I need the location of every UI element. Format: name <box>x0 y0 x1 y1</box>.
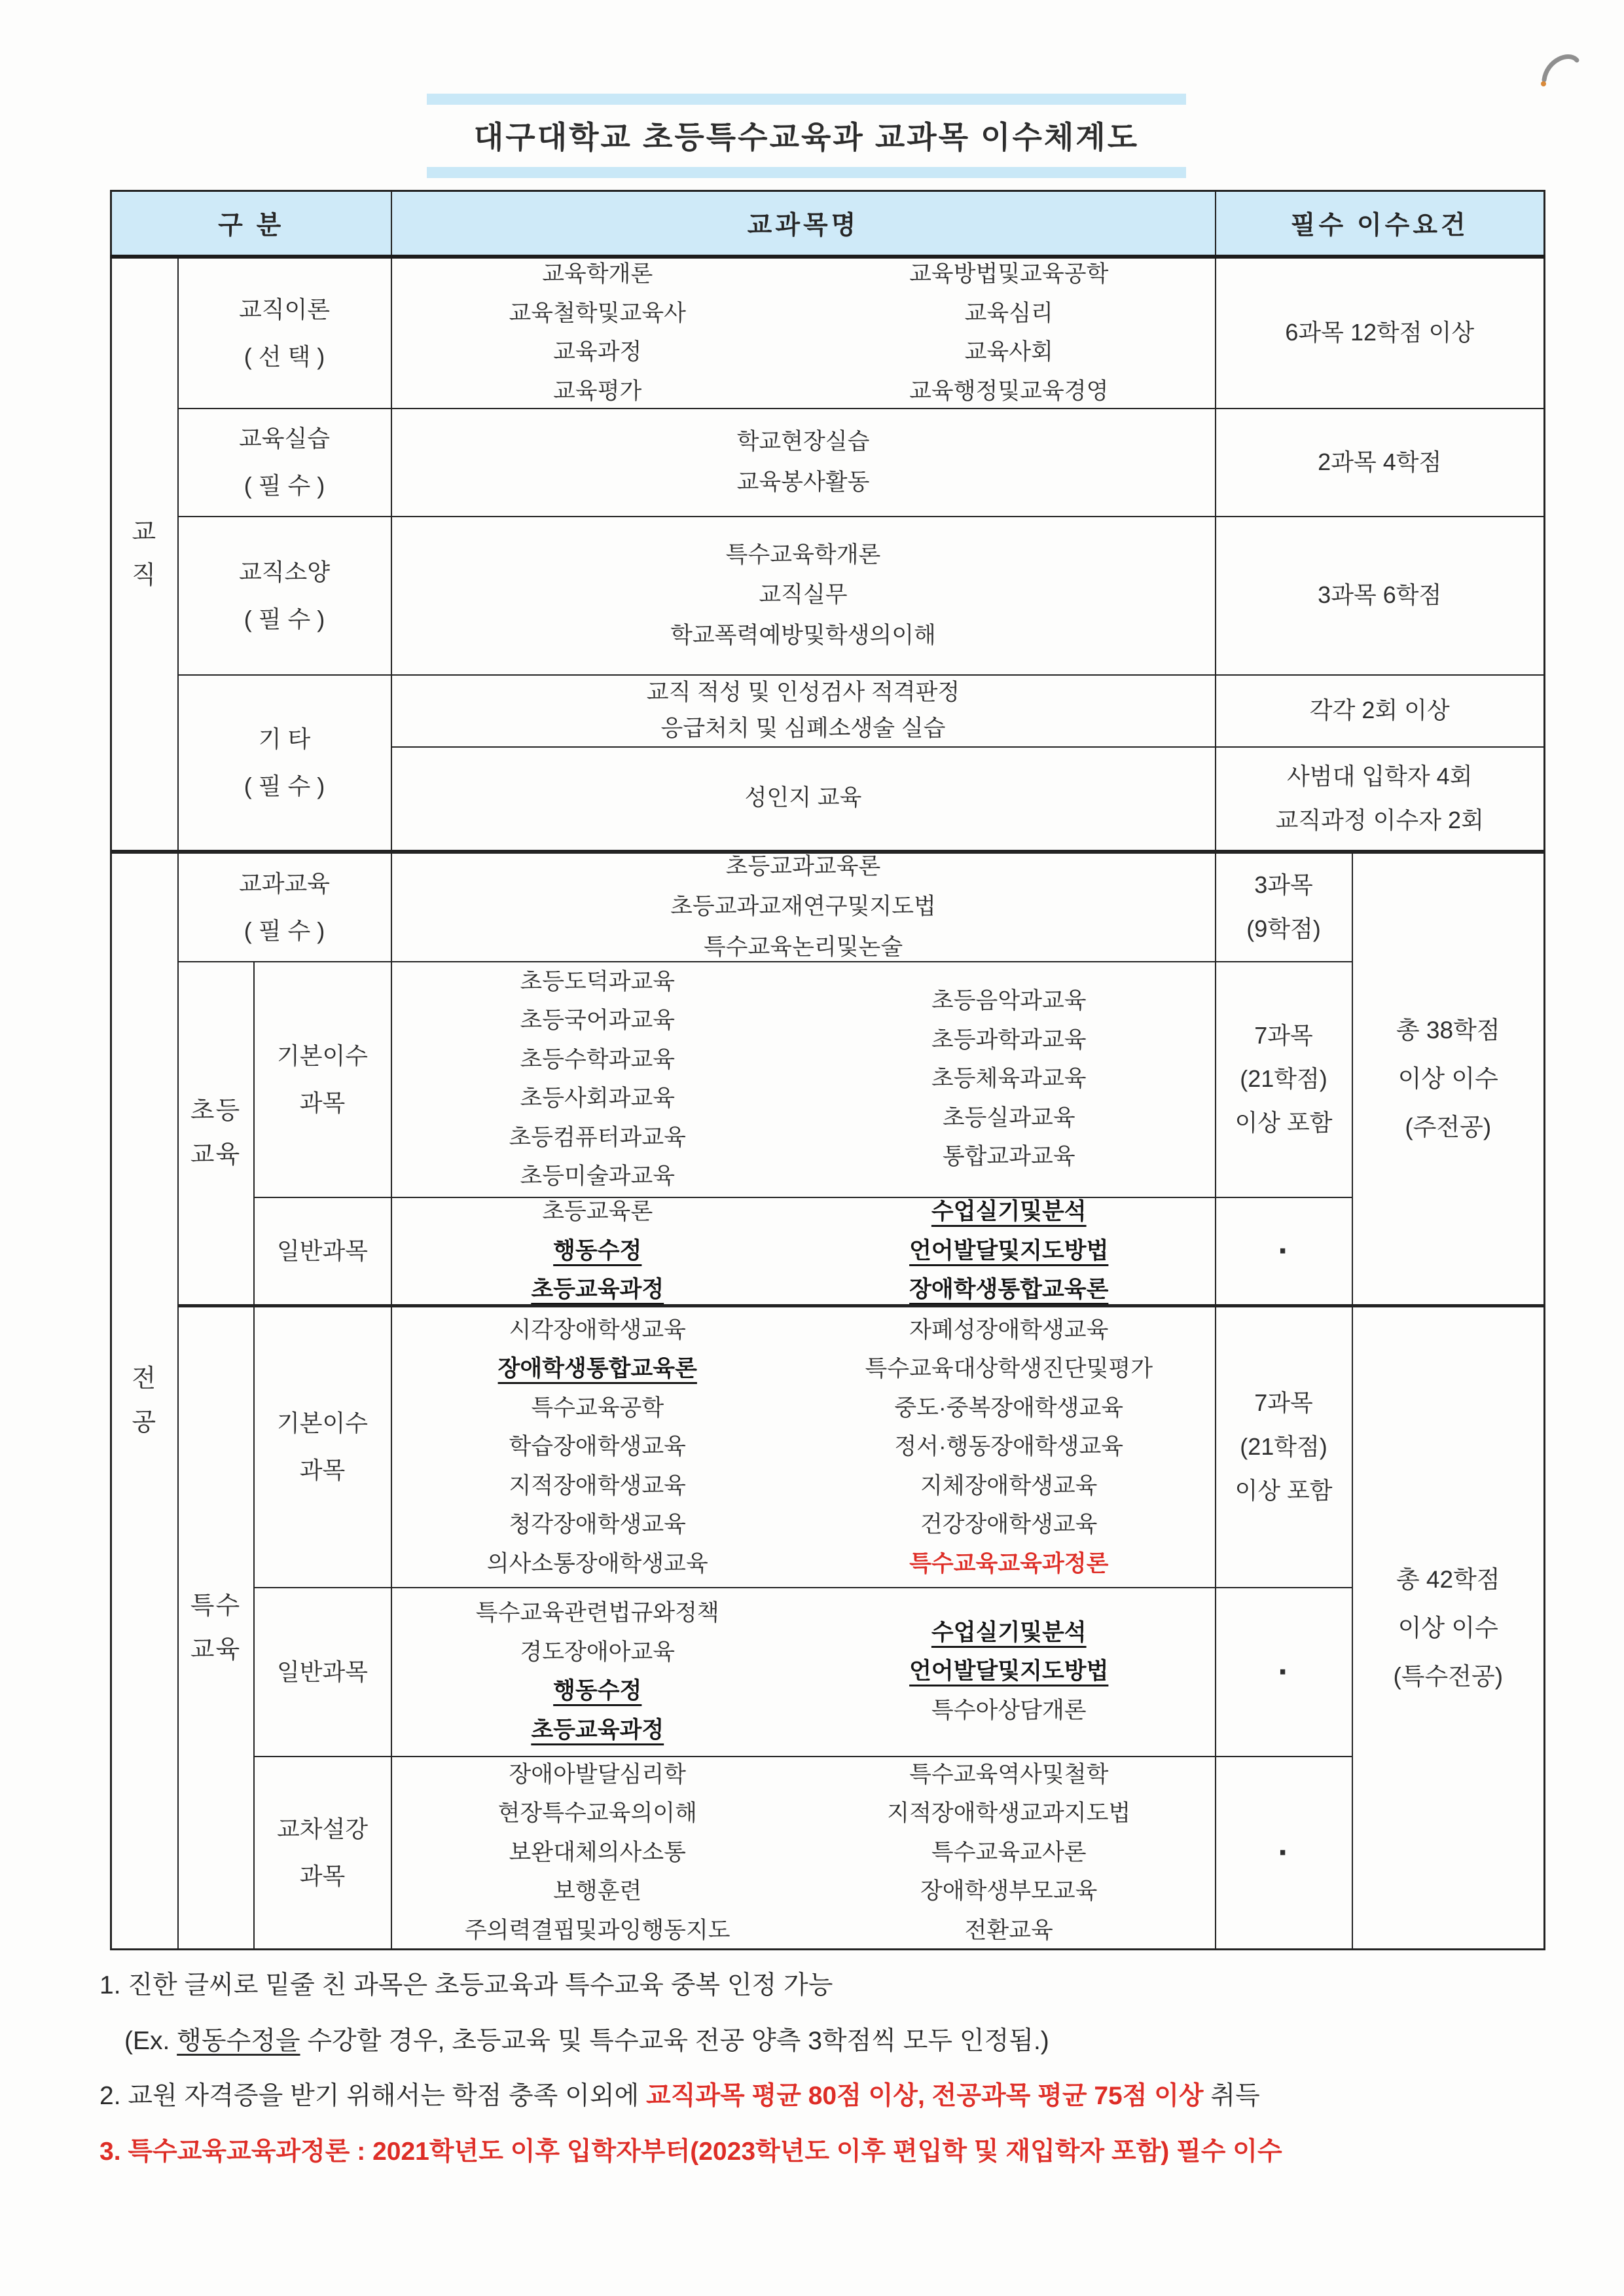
category-general-spec: 일반과목 <box>254 1588 391 1757</box>
category-practice: 교육실습 ( 필 수 ) <box>178 409 391 517</box>
row-cross <box>111 1757 1545 1950</box>
header-course-name: 교과목명 <box>391 191 1216 257</box>
req-practice: 2과목 4학점 <box>1216 409 1545 517</box>
footnote-1: 1. 진한 글씨로 밑줄 친 과목은 초등교육과 특수교육 중복 인정 가능 <box>99 1971 833 1999</box>
courses-etc-b: 성인지 교육 <box>391 747 1216 852</box>
req-cross: · <box>1216 1757 1352 1950</box>
row-gyogwa <box>111 852 1545 962</box>
req-soyang: 3과목 6학점 <box>1216 517 1545 675</box>
category-gyogwa: 교과교육 ( 필 수 ) <box>178 852 391 962</box>
row-theory <box>111 257 1545 409</box>
title-band-top <box>427 94 1186 105</box>
req-etc-b: 사범대 입학자 4회 교직과정 이수자 2회 <box>1216 747 1545 852</box>
group-label-chodeung: 초등 교육 <box>178 962 254 1306</box>
courses-basic-elem: 초등도덕과교육 초등국어과교육 초등수학과교육 초등사회과교육 초등컴퓨터과교육 초등미술과교육 초등음악과교육 초등과학과교육 초등체육과교육 초등실과교육 통합교과교육 <box>391 962 1216 1197</box>
row-soyang <box>111 517 1545 675</box>
courses-gyogwa: 초등교과교육론 초등교과교재연구및지도법 특수교육논리및논술 <box>391 852 1216 962</box>
courses-practice: 학교현장실습 교육봉사활동 <box>391 409 1216 517</box>
footnotes <box>99 1967 1592 2189</box>
row-general-spec <box>111 1588 1545 1757</box>
category-theory: 교직이론 ( 선 택 ) <box>178 257 391 409</box>
courses-general-spec: 특수교육관련법규와정책 경도장애아교육 행동수정 초등교육과정 수업실기및분석 언어발달및지도방법 특수아상담개론 <box>391 1588 1216 1757</box>
row-basic-spec <box>111 1306 1545 1588</box>
pen-mark-icon <box>1535 46 1594 98</box>
footnote-1-example: (Ex. 행동수정을 수강할 경우, 초등교육 및 특수교육 전공 양측 3학점씩 모두 인정됨.) <box>124 2026 1049 2055</box>
total-spec: 총 42학점 이상 이수 (특수전공) <box>1352 1306 1545 1950</box>
req-basic-elem: 7과목 (21학점) 이상 포함 <box>1216 962 1352 1197</box>
courses-theory: 교육학개론 교육철학및교육사 교육과정 교육평가 교육방법및교육공학 교육심리 교육사회 교육행정및교육경영 <box>391 257 1216 409</box>
category-basic-elem: 기본이수 과목 <box>254 962 391 1197</box>
req-gyogwa: 3과목 (9학점) <box>1216 852 1352 962</box>
category-basic-spec: 기본이수 과목 <box>254 1306 391 1588</box>
courses-general-elem: 초등교육론 행동수정 초등교육과정 수업실기및분석 언어발달및지도방법 장애학생통합교육론 <box>391 1197 1216 1306</box>
row-general-elem <box>111 1197 1545 1306</box>
category-general-elem: 일반과목 <box>254 1197 391 1306</box>
category-soyang: 교직소양 ( 필 수 ) <box>178 517 391 675</box>
header-category: 구 분 <box>111 191 391 257</box>
title-block <box>427 94 1186 178</box>
title-band-bottom <box>427 167 1186 178</box>
category-cross: 교차설강 과목 <box>254 1757 391 1950</box>
footnote-2: 2. 교원 자격증을 받기 위해서는 학점 충족 이외에 교직과목 평균 80점 이상, 전공과목 평균 75점 이상 취득 <box>99 2082 1260 2111</box>
courses-basic-spec: 시각장애학생교육 장애학생통합교육론 특수교육공학 학습장애학생교육 지적장애학생교육 청각장애학생교육 의사소통장애학생교육 자폐성장애학생교육 특수교육대상학생진단및평가 중도·중복장애학생교육 정서·행동장애학생교육 지체장애학생교육 건강장애학생교육 특수교육교육과정론 <box>391 1306 1216 1588</box>
req-general-spec: · <box>1216 1588 1352 1757</box>
row-etc-a <box>111 675 1545 747</box>
courses-cross: 장애아발달심리학 현장특수교육의이해 보완대체의사소통 보행훈련 주의력결핍및과잉행동지도 특수교육역사및철학 지적장애학생교과지도법 특수교육교사론 장애학생부모교육 전환교육 <box>391 1757 1216 1950</box>
req-general-elem: · <box>1216 1197 1352 1306</box>
category-etc: 기 타 ( 필 수 ) <box>178 675 391 852</box>
group-label-jeongong: 전 공 <box>111 852 178 1950</box>
row-basic-elem <box>111 962 1545 1197</box>
group-label-teuksu: 특수 교육 <box>178 1306 254 1950</box>
header-requirement: 필수 이수요건 <box>1216 191 1545 257</box>
table-header-row <box>111 191 1545 257</box>
row-practice <box>111 409 1545 517</box>
courses-soyang: 특수교육학개론 교직실무 학교폭력예방및학생의이해 <box>391 517 1216 675</box>
total-elem: 총 38학점 이상 이수 (주전공) <box>1352 852 1545 1306</box>
group-label-gyojik: 교 직 <box>111 257 178 852</box>
footnote-3: 3. 특수교육교육과정론 : 2021학년도 이후 입학자부터(2023학년도 이후 편입학 및 재입학자 포함) 필수 이수 <box>99 2137 1282 2166</box>
req-basic-spec: 7과목 (21학점) 이상 포함 <box>1216 1306 1352 1588</box>
req-etc-a: 각각 2회 이상 <box>1216 675 1545 747</box>
courses-etc-a: 교직 적성 및 인성검사 적격판정 응급처치 및 심폐소생술 실습 <box>391 675 1216 747</box>
page-title: 대구대학교 초등특수교육과 교과목 이수체계도 <box>473 120 1140 155</box>
curriculum-table <box>110 190 1545 1950</box>
req-theory: 6과목 12학점 이상 <box>1216 257 1545 409</box>
